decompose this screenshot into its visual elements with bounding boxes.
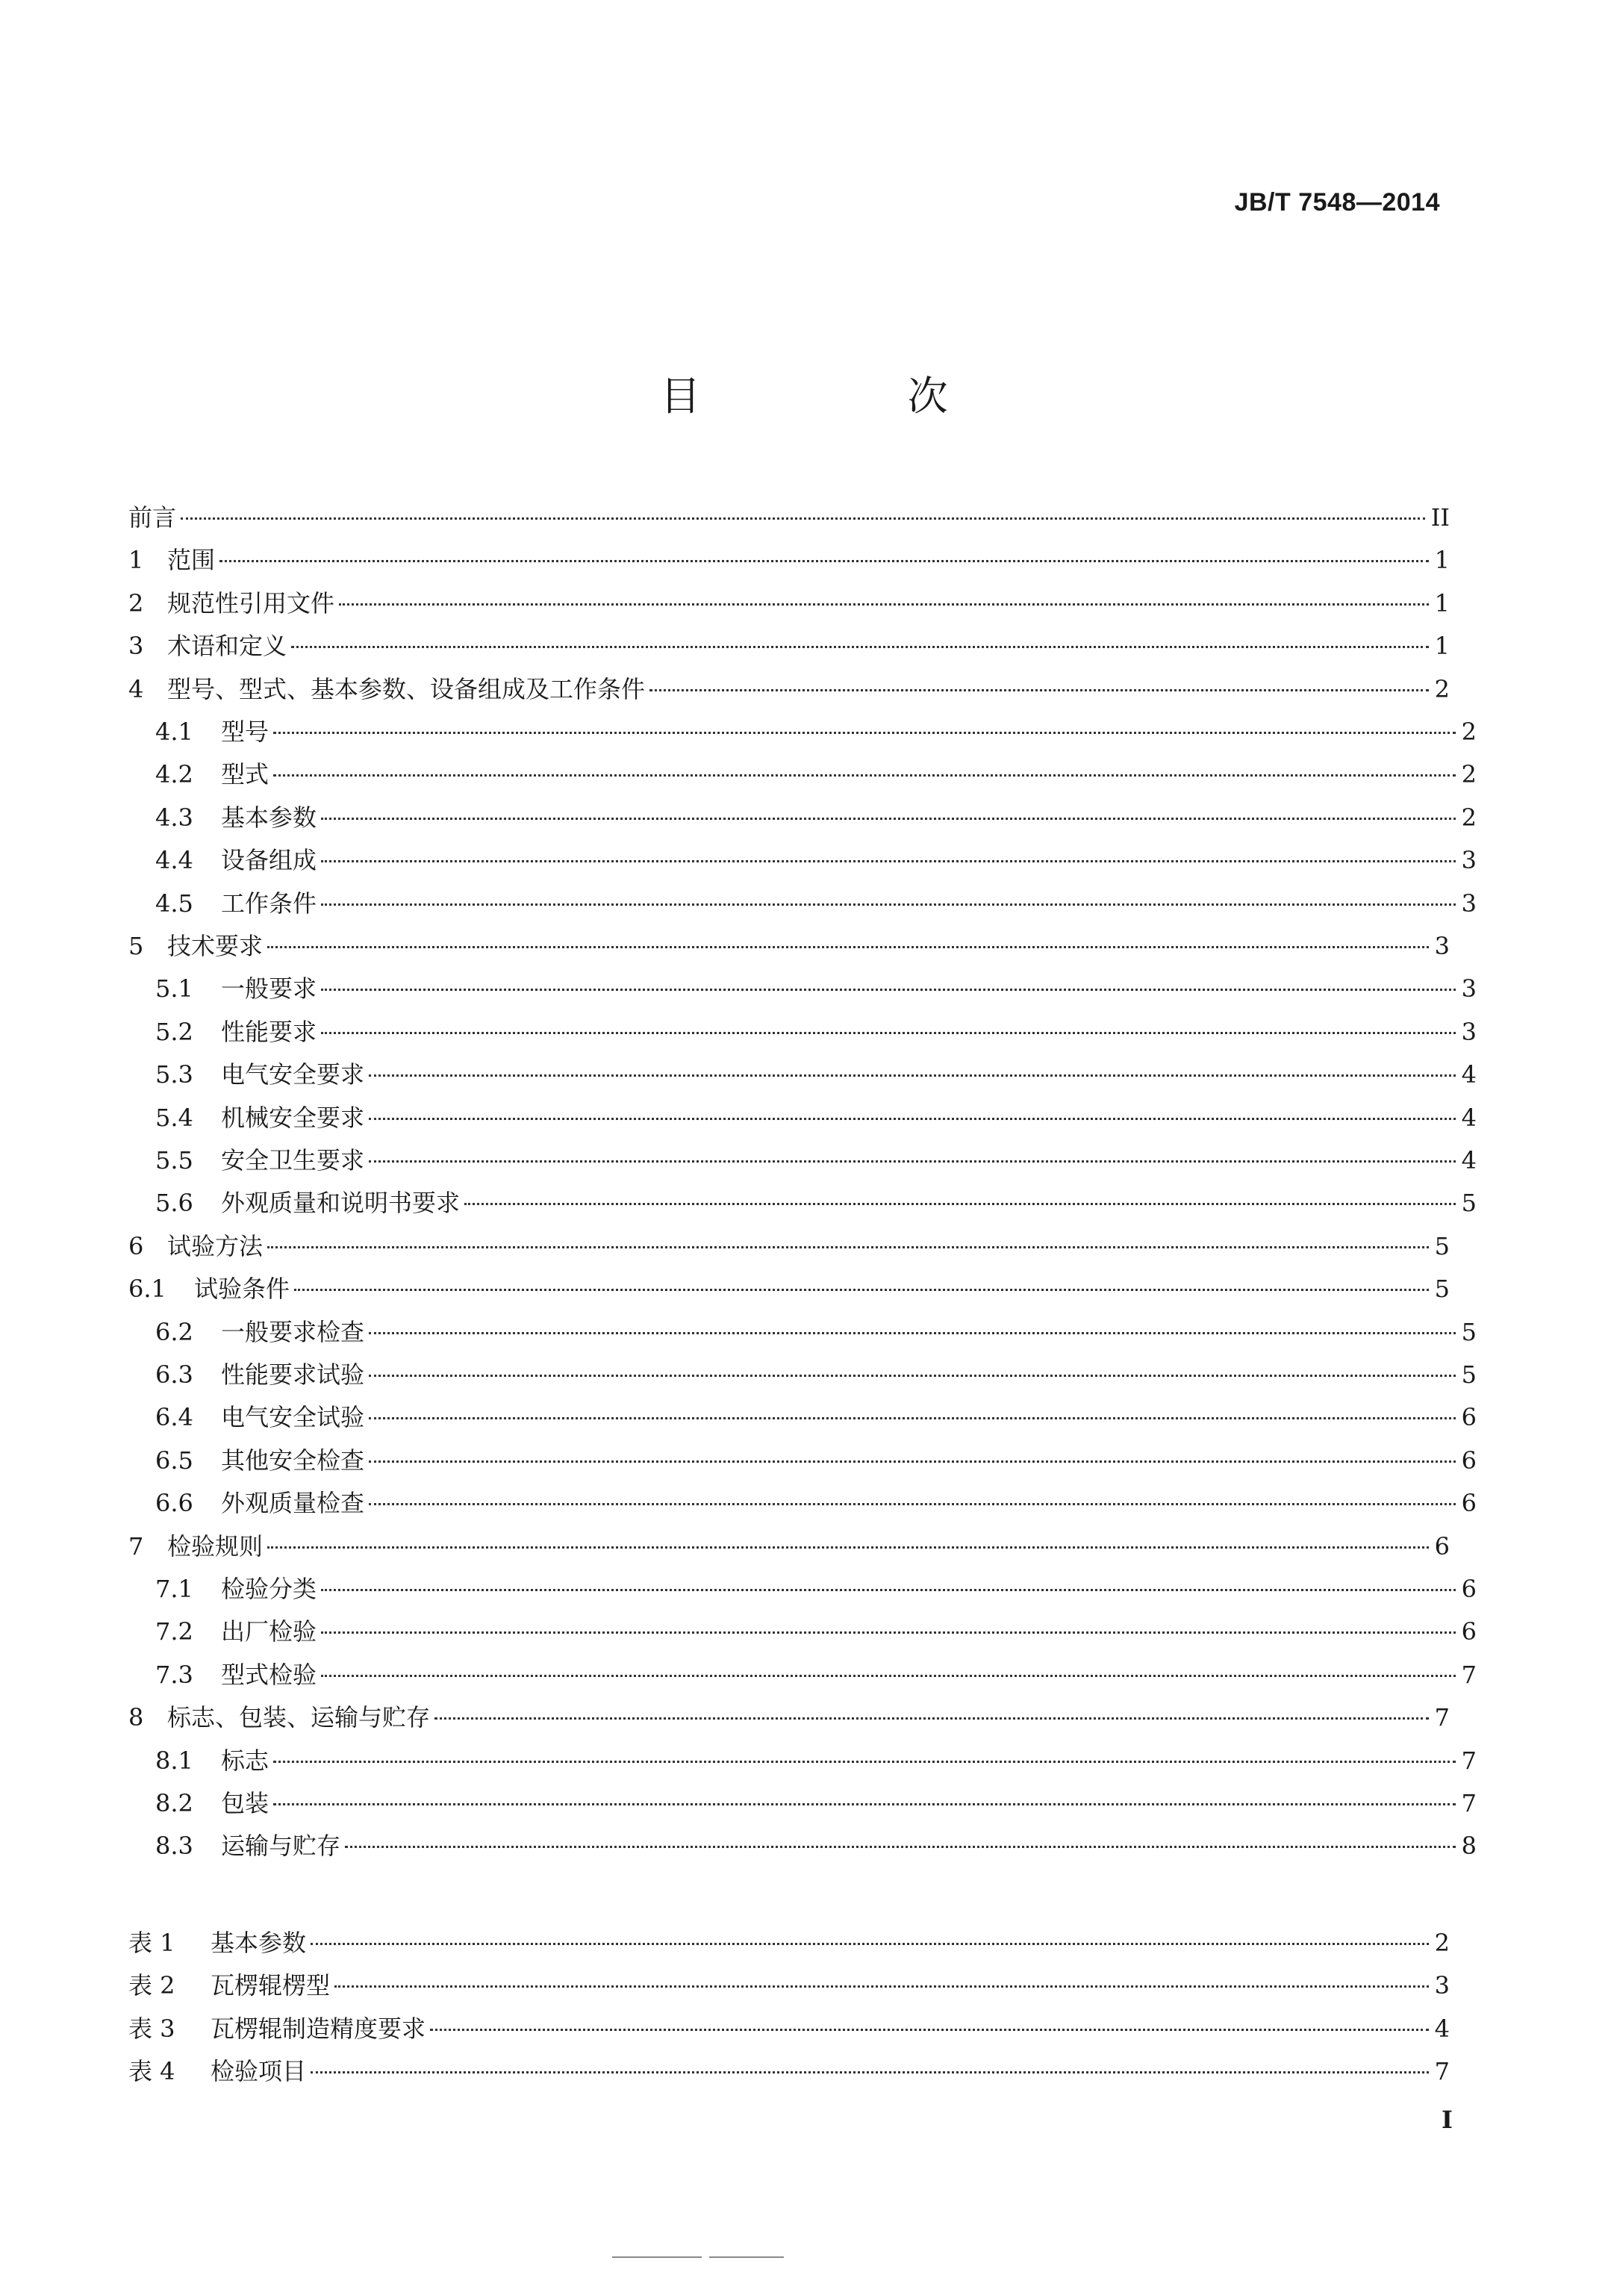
dot-leader	[649, 688, 1429, 691]
entry-title: 出厂检验	[221, 1617, 317, 1646]
dot-leader	[294, 1287, 1429, 1291]
entry-page-number: 8	[1461, 1832, 1477, 1860]
entry-title: 标志、包装、运输与贮存	[167, 1703, 431, 1732]
entry-title: 检验规则	[167, 1532, 264, 1561]
entry-number: 表 3	[128, 2015, 175, 2043]
entry-number: 6.3	[155, 1360, 193, 1389]
dot-leader	[219, 559, 1429, 562]
dot-leader	[334, 1984, 1429, 1988]
entry-page-number: 4	[1461, 1060, 1477, 1089]
entry-title: 基本参数	[211, 1929, 307, 1957]
entry-page-number: 4	[1461, 1104, 1477, 1132]
dot-leader	[369, 1502, 1456, 1505]
dot-leader	[273, 773, 1456, 777]
entry-number: 2	[128, 589, 144, 617]
entry-title: 标志	[221, 1746, 269, 1775]
dot-leader	[464, 1201, 1456, 1205]
entry-page-number: 7	[1434, 2057, 1450, 2085]
entry-number: 表 4	[128, 2057, 175, 2085]
dot-leader	[273, 730, 1456, 734]
toc-entry	[128, 1013, 1477, 1057]
entry-page-number: 5	[1461, 1318, 1477, 1346]
entry-title: 规范性引用文件	[167, 589, 335, 617]
entry-page-number: 1	[1434, 632, 1450, 660]
toc-entry	[128, 1785, 1477, 1828]
toc-entry	[128, 671, 1450, 714]
entry-number: 6.2	[155, 1318, 193, 1346]
entry-number: 4.4	[155, 846, 193, 874]
entry-page-number: 5	[1434, 1232, 1450, 1260]
entry-page-number: 3	[1461, 974, 1477, 1003]
toc-entry	[128, 1613, 1477, 1656]
dot-leader	[369, 1159, 1456, 1163]
entry-title: 其他安全检查	[221, 1446, 365, 1475]
entry-page-number: 6	[1461, 1617, 1477, 1646]
dot-leader	[369, 1331, 1456, 1334]
entry-title: 瓦楞辊楞型	[211, 1971, 331, 2000]
entry-page-number: 2	[1461, 760, 1477, 788]
entry-number: 6.4	[155, 1403, 193, 1431]
table-list-entry	[128, 1967, 1450, 2010]
entry-title: 试验方法	[167, 1232, 264, 1260]
toc-entry	[128, 1184, 1477, 1228]
entry-title: 外观质量和说明书要求	[221, 1189, 461, 1217]
entry-number: 5.4	[155, 1104, 193, 1132]
entry-title: 基本参数	[221, 803, 317, 832]
dot-leader	[311, 1941, 1429, 1945]
entry-number: 8.3	[155, 1832, 193, 1860]
dot-leader	[321, 987, 1456, 991]
dot-leader	[273, 1802, 1456, 1805]
entry-page-number: 2	[1434, 1929, 1450, 1957]
toc-entry	[128, 1827, 1477, 1870]
entry-number: 4.3	[155, 803, 193, 832]
scan-artifact	[709, 2256, 784, 2258]
entry-title: 工作条件	[221, 889, 317, 918]
dot-leader	[321, 1630, 1456, 1634]
entry-title: 型式检验	[221, 1661, 317, 1689]
entry-number: 1	[128, 546, 144, 574]
toc-entry	[128, 1742, 1477, 1785]
entry-title: 瓦楞辊制造精度要求	[211, 2015, 426, 2043]
dot-leader	[321, 1587, 1456, 1591]
toc-entry	[128, 1313, 1477, 1357]
toc-entry	[128, 1099, 1477, 1142]
entry-title: 型号	[221, 718, 269, 746]
toc-entry	[128, 1142, 1477, 1185]
entry-title: 型式	[221, 760, 269, 788]
dot-leader	[339, 602, 1429, 606]
dot-leader	[434, 1716, 1429, 1720]
entry-number: 5.6	[155, 1189, 193, 1217]
entry-page-number: 6	[1434, 1532, 1450, 1561]
entry-number: 5.5	[155, 1146, 193, 1175]
page-number: I	[1442, 2106, 1453, 2134]
entry-title: 一般要求	[221, 974, 317, 1003]
entry-page-number: 2	[1461, 718, 1477, 746]
dot-leader	[267, 1245, 1429, 1248]
dot-leader	[369, 1416, 1456, 1419]
entry-page-number: 5	[1461, 1360, 1477, 1389]
entry-page-number: 7	[1461, 1746, 1477, 1775]
entry-page-number: 1	[1434, 589, 1450, 617]
toc-entry	[128, 1484, 1477, 1528]
dot-leader	[369, 1459, 1456, 1463]
toc-entry	[128, 885, 1477, 928]
toc-title: 目 次	[660, 373, 1045, 420]
toc-entry	[128, 1228, 1450, 1271]
entry-title: 一般要求检查	[221, 1318, 365, 1346]
entry-page-number: 7	[1434, 1703, 1450, 1732]
entry-number: 4.5	[155, 889, 193, 918]
entry-title: 电气安全要求	[221, 1060, 365, 1089]
dot-leader	[311, 2070, 1429, 2073]
entry-number: 6	[128, 1232, 144, 1260]
toc-entry	[128, 1399, 1477, 1442]
entry-page-number: 2	[1434, 675, 1450, 703]
dot-leader	[181, 516, 1425, 520]
entry-number: 6.6	[155, 1489, 193, 1517]
entry-page-number: II	[1430, 503, 1450, 532]
toc-entry	[128, 585, 1450, 628]
entry-page-number: 4	[1434, 2015, 1450, 2043]
entry-title: 检验分类	[221, 1575, 317, 1603]
entry-title: 包装	[221, 1789, 269, 1817]
dot-leader	[345, 1844, 1456, 1848]
entry-title: 机械安全要求	[221, 1104, 365, 1132]
entry-title: 术语和定义	[167, 632, 287, 660]
dot-leader	[321, 859, 1456, 862]
toc-entry	[128, 1699, 1450, 1742]
table-list-entry	[128, 1924, 1450, 1967]
toc-entry	[128, 970, 1477, 1013]
entry-page-number: 1	[1434, 546, 1450, 574]
entry-title: 设备组成	[221, 846, 317, 874]
entry-number: 表 2	[128, 1971, 175, 2000]
entry-number: 8	[128, 1703, 144, 1732]
toc-entry	[128, 1528, 1450, 1571]
entry-number: 5.3	[155, 1060, 193, 1089]
dot-leader	[321, 816, 1456, 820]
toc-entry	[128, 1570, 1477, 1614]
toc-entry	[128, 541, 1450, 585]
entry-page-number: 6	[1461, 1575, 1477, 1603]
entry-title: 运输与贮存	[221, 1832, 341, 1860]
entry-title: 性能要求	[221, 1018, 317, 1046]
toc-entry	[128, 1270, 1450, 1313]
entry-number: 4.2	[155, 760, 193, 788]
entry-title: 型号、型式、基本参数、设备组成及工作条件	[167, 675, 646, 703]
entry-number: 5.1	[155, 974, 193, 1003]
entry-page-number: 5	[1434, 1275, 1450, 1303]
entry-title: 技术要求	[167, 932, 264, 960]
toc-entry	[128, 799, 1477, 842]
dot-leader	[273, 1759, 1456, 1763]
entry-page-number: 3	[1461, 889, 1477, 918]
toc-entry	[128, 713, 1477, 756]
scan-artifact	[612, 2256, 702, 2258]
dot-leader	[321, 1030, 1456, 1034]
entry-number: 表 1	[128, 1929, 175, 1957]
entry-number: 6.1	[128, 1275, 166, 1303]
toc-entry	[128, 841, 1477, 885]
dot-leader	[369, 1073, 1456, 1077]
entry-page-number: 7	[1461, 1661, 1477, 1689]
entry-page-number: 3	[1461, 846, 1477, 874]
entry-title: 试验条件	[194, 1275, 290, 1303]
entry-page-number: 5	[1461, 1189, 1477, 1217]
toc-entry	[128, 1442, 1477, 1485]
entry-page-number: 4	[1461, 1146, 1477, 1175]
table-list-entry	[128, 2053, 1450, 2096]
entry-page-number: 6	[1461, 1489, 1477, 1517]
entry-number: 6.5	[155, 1446, 193, 1475]
dot-leader	[321, 902, 1456, 906]
toc-entry	[128, 499, 1450, 542]
entry-page-number: 7	[1461, 1789, 1477, 1817]
entry-number: 7	[128, 1532, 144, 1561]
entry-title: 范围	[167, 546, 216, 574]
entry-page-number: 3	[1434, 1971, 1450, 2000]
entry-title: 电气安全试验	[221, 1403, 365, 1431]
dot-leader	[291, 644, 1429, 648]
entry-page-number: 6	[1461, 1446, 1477, 1475]
entry-number: 7.3	[155, 1661, 193, 1689]
entry-title: 检验项目	[211, 2057, 307, 2085]
toc-entry	[128, 756, 1477, 799]
dot-leader	[369, 1373, 1456, 1377]
entry-page-number: 2	[1461, 803, 1477, 832]
entry-number: 4	[128, 675, 144, 703]
toc-entry	[128, 1656, 1477, 1699]
entry-title: 安全卫生要求	[221, 1146, 365, 1175]
entry-number: 8.2	[155, 1789, 193, 1817]
entry-number: 4.1	[155, 718, 193, 746]
dot-leader	[321, 1673, 1456, 1677]
dot-leader	[267, 1545, 1429, 1549]
entry-number: 8.1	[155, 1746, 193, 1775]
toc-entry	[128, 1056, 1477, 1099]
entry-page-number: 3	[1434, 932, 1450, 960]
toc-entry	[128, 627, 1450, 671]
dot-leader	[267, 945, 1429, 948]
standard-code: JB/T 7548—2014	[1234, 188, 1440, 217]
entry-number: 5	[128, 932, 144, 960]
entry-number: 5.2	[155, 1018, 193, 1046]
toc-entry	[128, 927, 1450, 971]
entry-title: 性能要求试验	[221, 1360, 365, 1389]
dot-leader	[430, 2027, 1429, 2031]
table-list-entry	[128, 2010, 1450, 2053]
entry-number: 3	[128, 632, 144, 660]
entry-number: 7.1	[155, 1575, 193, 1603]
entry-page-number: 6	[1461, 1403, 1477, 1431]
entry-page-number: 3	[1461, 1018, 1477, 1046]
entry-title: 前言	[128, 503, 177, 532]
toc-entry	[128, 1356, 1477, 1399]
entry-number: 7.2	[155, 1617, 193, 1646]
entry-title: 外观质量检查	[221, 1489, 365, 1517]
dot-leader	[369, 1116, 1456, 1120]
